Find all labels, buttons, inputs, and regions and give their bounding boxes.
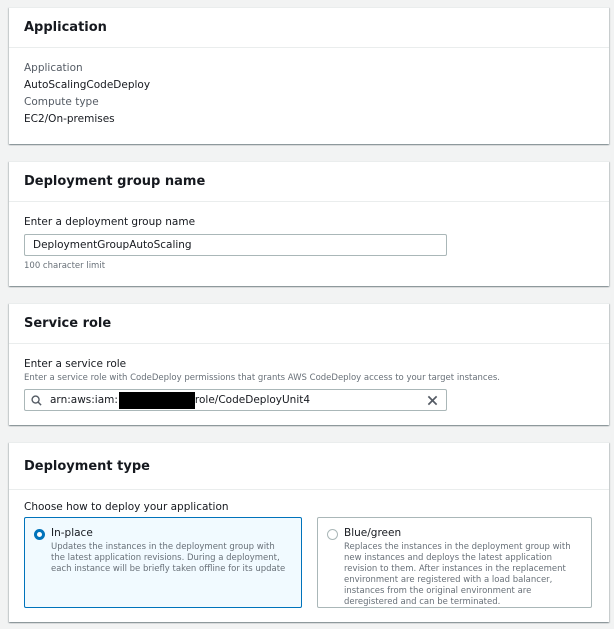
service-role-value-suffix: role/CodeDeployUnit4	[194, 394, 311, 406]
deployment-group-title: Deployment group name	[24, 174, 206, 189]
in-place-description: Updates the instances in the deployment group with the latest application revisions. During a deployment, each instance will be briefly taken offline for its update	[51, 542, 286, 574]
service-role-panel	[9, 303, 609, 425]
deployment-group-name-input[interactable]	[24, 234, 447, 256]
deployment-type-question: Choose how to deploy your application	[24, 501, 229, 513]
deployment-group-name-value: DeploymentGroupAutoScaling	[33, 239, 192, 251]
service-role-value-prefix: arn:aws:iam:	[50, 394, 118, 406]
compute-type-label: Compute type	[24, 96, 99, 108]
character-limit-hint: 100 character limit	[24, 261, 106, 271]
deployment-group-field-label: Enter a deployment group name	[24, 216, 196, 228]
application-label: Application	[24, 62, 83, 74]
application-value: AutoScalingCodeDeploy	[24, 79, 151, 91]
service-role-description: Enter a service role with CodeDeploy permissions that grants AWS CodeDeploy access to your target instances.	[24, 373, 500, 383]
blue-green-label: Blue/green	[344, 527, 402, 539]
application-panel	[9, 7, 609, 144]
deployment-type-header	[9, 443, 609, 489]
deployment-group-header	[9, 162, 609, 202]
deployment-group-panel	[9, 161, 609, 286]
deployment-type-panel	[9, 442, 609, 622]
in-place-radio[interactable]	[34, 529, 45, 540]
in-place-option[interactable]	[24, 517, 302, 608]
redacted-account-id	[119, 392, 195, 409]
application-title: Application	[24, 20, 107, 35]
service-role-input[interactable]	[24, 389, 447, 411]
service-role-title: Service role	[24, 316, 112, 331]
service-role-field-label: Enter a service role	[24, 358, 127, 370]
service-role-header	[9, 304, 609, 344]
application-header	[9, 8, 609, 48]
compute-type-value: EC2/On-premises	[24, 113, 115, 125]
search-icon	[31, 395, 42, 406]
close-icon[interactable]	[427, 395, 438, 406]
blue-green-option[interactable]	[317, 517, 592, 608]
blue-green-radio[interactable]	[327, 529, 338, 540]
blue-green-description: Replaces the instances in the deployment group with new instances and deploys the latest application revision to them. After instances in the replacement environment are registered with a load balancer, instances from the original environment are deregistered and can be terminated.	[344, 542, 571, 607]
deployment-type-title: Deployment type	[24, 458, 150, 474]
in-place-label: In-place	[51, 527, 93, 539]
